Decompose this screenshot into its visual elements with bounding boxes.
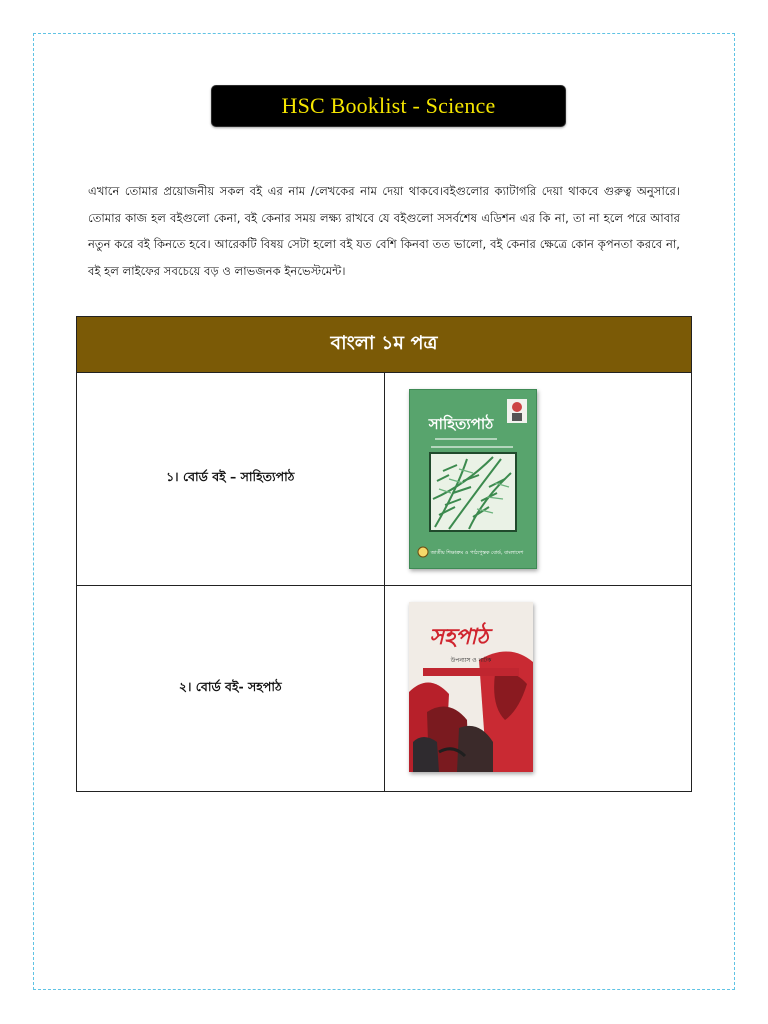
cover-1-publisher: জাতীয় শিক্ষাক্রম ও পাঠ্যপুস্তক বোর্ড, বাংলাদেশ [430,550,523,556]
subject-header: বাংলা ১ম পত্র [77,317,692,373]
title-banner [211,85,566,127]
cover-2-title: সহপাঠ [428,624,489,650]
book-name-2: ২। বোর্ড বই- সহপাঠ [77,586,385,792]
book-name-1: ১। বোর্ড বই – সাহিত্যপাঠ [77,373,385,586]
cover-1-title: সাহিত্যপাঠ [428,415,493,433]
book-cover-image-2 [409,602,533,772]
book-cover-cell-1 [384,373,692,586]
book-cover-cell-2 [384,586,692,792]
booklist-table [76,316,692,792]
cover-2-subtitle: উপন্যাস ও নাটক [450,657,491,664]
table-row [77,373,692,586]
intro-paragraph: এখানে তোমার প্রয়োজনীয় সকল বই এর নাম /লেখকের নাম দেয়া থাকবে।বইগুলোর ক্যাটাগরি দেয়া থাকবে গুরুত্ব অনুসারে।তোমার কাজ হল বইগুলো কেনা, বই কেনার সময় লক্ষ্য রাখবে যে বইগুলো সসর্বশেষ এডিশন এর কি না, তা না হলে পরে আবার নতুন করে বই কিনতে হবে। আরেকটি বিষয় সেটা হলো বই যত বেশি কিনবা তত ভালো, বই কেনার ক্ষেত্রে কোন কৃপনতা করবে না, বই হল লাইফের সবচেয়ে বড় ও লাভজনক ইনভেস্টমেন্ট। [88,184,680,278]
book-cover-image-1 [409,389,537,569]
page-title: HSC Booklist - Science [281,93,496,118]
table-row [77,586,692,792]
